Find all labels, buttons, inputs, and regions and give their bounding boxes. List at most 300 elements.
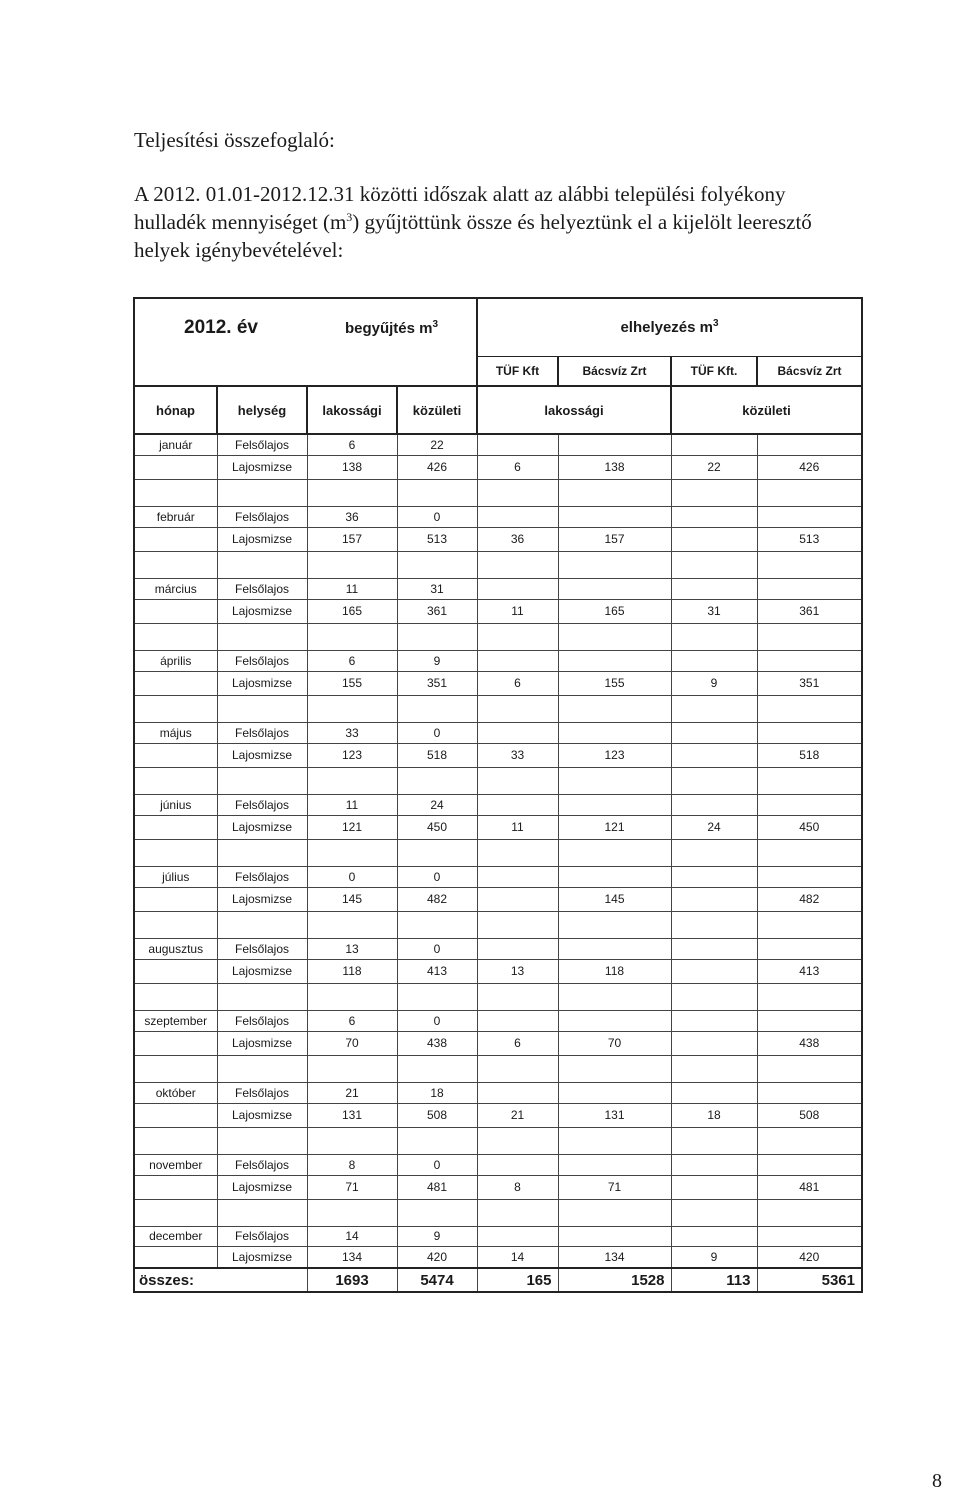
cell-tuf-residential	[477, 722, 558, 743]
cell-bacsviz-residential	[558, 1010, 671, 1031]
spacer-cell	[757, 983, 862, 1010]
month-cell-empty	[134, 815, 217, 839]
cell-residential: 11	[307, 794, 397, 815]
spacer-cell	[397, 623, 477, 650]
cell-public: 513	[397, 527, 477, 551]
cell-tuf-public	[671, 1010, 757, 1031]
cell-residential: 118	[307, 959, 397, 983]
spacer-cell	[477, 1055, 558, 1082]
spacer-cell	[671, 1127, 757, 1154]
company-tuf-2: TÜF Kft.	[671, 356, 757, 386]
cell-residential: 145	[307, 887, 397, 911]
spacer-cell	[477, 767, 558, 794]
month-name: június	[134, 794, 217, 815]
spacer-cell	[558, 1127, 671, 1154]
cell-tuf-public: 18	[671, 1103, 757, 1127]
spacer-cell	[134, 551, 217, 578]
cell-tuf-public	[671, 1154, 757, 1175]
company-bacsviz-1: Bácsvíz Zrt	[558, 356, 671, 386]
cell-bacsviz-public: 361	[757, 599, 862, 623]
cell-residential: 13	[307, 938, 397, 959]
cell-residential: 138	[307, 455, 397, 479]
spacer-cell	[671, 911, 757, 938]
place-name: Lajosmizse	[217, 1175, 307, 1199]
spacer-cell	[397, 695, 477, 722]
cell-public: 361	[397, 599, 477, 623]
place-name: Lajosmizse	[217, 1246, 307, 1268]
cell-tuf-residential	[477, 578, 558, 599]
place-name: Felsőlajos	[217, 1154, 307, 1175]
cell-residential: 21	[307, 1082, 397, 1103]
cell-bacsviz-residential: 138	[558, 455, 671, 479]
spacer-cell	[558, 695, 671, 722]
intro-text-2: ) gyűjtöttünk össze és helyeztünk el a kijelölt leeresztő helyek igénybevételével:	[134, 210, 812, 262]
spacer-cell	[217, 1127, 307, 1154]
month-cell-empty	[134, 671, 217, 695]
month-name: április	[134, 650, 217, 671]
cell-public: 18	[397, 1082, 477, 1103]
spacer-cell	[477, 1199, 558, 1226]
col-header-placement-residential: lakossági	[477, 386, 671, 434]
cell-bacsviz-public	[757, 434, 862, 455]
spacer-cell	[671, 767, 757, 794]
spacer-cell	[217, 911, 307, 938]
cell-bacsviz-public	[757, 1082, 862, 1103]
spacer-cell	[671, 839, 757, 866]
cell-tuf-residential	[477, 866, 558, 887]
cell-public: 0	[397, 1154, 477, 1175]
spacer-cell	[477, 839, 558, 866]
collection-header-text: begyűjtés m	[344, 319, 433, 337]
total-bacsviz-residential: 1528	[558, 1268, 671, 1292]
cell-tuf-residential: 14	[477, 1246, 558, 1268]
placement-header-text: elhelyezés m	[620, 319, 713, 337]
cell-bacsviz-residential: 121	[558, 815, 671, 839]
cell-public: 0	[397, 506, 477, 527]
place-name: Lajosmizse	[217, 671, 307, 695]
cell-tuf-public	[671, 722, 757, 743]
total-label: összes:	[134, 1268, 307, 1292]
spacer-cell	[558, 623, 671, 650]
spacer-cell	[671, 551, 757, 578]
cell-bacsviz-residential	[558, 722, 671, 743]
cell-tuf-public	[671, 1175, 757, 1199]
cell-public: 0	[397, 1010, 477, 1031]
cell-tuf-public	[671, 650, 757, 671]
spacer-cell	[671, 1199, 757, 1226]
spacer-cell	[217, 983, 307, 1010]
collection-table	[133, 297, 863, 1293]
spacer-cell	[757, 551, 862, 578]
cell-bacsviz-public	[757, 722, 862, 743]
collection-header	[307, 298, 477, 356]
spacer-cell	[558, 983, 671, 1010]
collection-header-sup: 3	[432, 318, 439, 330]
cell-public: 450	[397, 815, 477, 839]
cell-residential: 8	[307, 1154, 397, 1175]
spacer-cell	[477, 623, 558, 650]
cell-tuf-public	[671, 959, 757, 983]
place-name: Lajosmizse	[217, 887, 307, 911]
spacer-cell	[217, 1055, 307, 1082]
cell-tuf-residential: 11	[477, 815, 558, 839]
place-name: Felsőlajos	[217, 578, 307, 599]
cell-residential: 33	[307, 722, 397, 743]
cell-bacsviz-residential: 118	[558, 959, 671, 983]
cell-bacsviz-residential: 70	[558, 1031, 671, 1055]
col-header-place: helység	[217, 386, 307, 434]
place-name: Felsőlajos	[217, 650, 307, 671]
spacer-cell	[134, 479, 217, 506]
place-name: Lajosmizse	[217, 455, 307, 479]
spacer-cell	[397, 839, 477, 866]
spacer-cell	[217, 1199, 307, 1226]
cell-tuf-public: 24	[671, 815, 757, 839]
cell-bacsviz-residential	[558, 938, 671, 959]
cell-public: 9	[397, 650, 477, 671]
month-cell-empty	[134, 743, 217, 767]
place-name: Felsőlajos	[217, 866, 307, 887]
month-cell-empty	[134, 1031, 217, 1055]
year-header: 2012. év	[134, 298, 307, 356]
spacer-cell	[134, 839, 217, 866]
total-tuf-residential: 165	[477, 1268, 558, 1292]
total-public: 5474	[397, 1268, 477, 1292]
spacer-cell	[757, 911, 862, 938]
month-name: március	[134, 578, 217, 599]
spacer-cell	[671, 695, 757, 722]
place-name: Felsőlajos	[217, 1082, 307, 1103]
cell-bacsviz-public: 351	[757, 671, 862, 695]
cell-tuf-residential: 21	[477, 1103, 558, 1127]
cell-tuf-public	[671, 794, 757, 815]
spacer-cell	[558, 911, 671, 938]
spacer-cell	[307, 911, 397, 938]
cell-bacsviz-residential	[558, 650, 671, 671]
cell-residential: 6	[307, 1010, 397, 1031]
cell-bacsviz-public	[757, 506, 862, 527]
place-name: Lajosmizse	[217, 599, 307, 623]
spacer-cell	[217, 839, 307, 866]
cell-tuf-residential: 8	[477, 1175, 558, 1199]
place-name: Felsőlajos	[217, 938, 307, 959]
month-cell-empty	[134, 1175, 217, 1199]
spacer-cell	[397, 1127, 477, 1154]
cell-residential: 14	[307, 1226, 397, 1246]
cell-public: 9	[397, 1226, 477, 1246]
cell-bacsviz-public: 518	[757, 743, 862, 767]
cell-tuf-residential	[477, 434, 558, 455]
spacer-cell	[671, 983, 757, 1010]
cell-tuf-residential: 6	[477, 1031, 558, 1055]
spacer-cell	[757, 1127, 862, 1154]
cell-tuf-residential	[477, 1226, 558, 1246]
place-name: Felsőlajos	[217, 794, 307, 815]
cell-bacsviz-residential: 165	[558, 599, 671, 623]
spacer-cell	[671, 479, 757, 506]
place-name: Lajosmizse	[217, 1103, 307, 1127]
month-cell-empty	[134, 455, 217, 479]
cell-tuf-residential: 36	[477, 527, 558, 551]
cell-public: 22	[397, 434, 477, 455]
spacer-cell	[217, 479, 307, 506]
cell-public: 508	[397, 1103, 477, 1127]
spacer-cell	[134, 1055, 217, 1082]
spacer-cell	[307, 983, 397, 1010]
spacer-cell	[134, 1127, 217, 1154]
cell-tuf-public	[671, 434, 757, 455]
spacer-cell	[307, 1127, 397, 1154]
cell-residential: 131	[307, 1103, 397, 1127]
cell-bacsviz-public	[757, 1010, 862, 1031]
cell-tuf-public	[671, 578, 757, 599]
cell-tuf-residential	[477, 938, 558, 959]
cell-bacsviz-residential	[558, 1154, 671, 1175]
place-name: Lajosmizse	[217, 815, 307, 839]
cell-public: 438	[397, 1031, 477, 1055]
placement-header-sup: 3	[713, 318, 719, 330]
spacer-cell	[217, 695, 307, 722]
cell-bacsviz-public: 482	[757, 887, 862, 911]
cell-bacsviz-residential	[558, 866, 671, 887]
cell-tuf-public: 31	[671, 599, 757, 623]
cell-bacsviz-public: 420	[757, 1246, 862, 1268]
cell-residential: 6	[307, 650, 397, 671]
cell-bacsviz-public	[757, 866, 862, 887]
spacer-cell	[757, 1055, 862, 1082]
spacer-cell	[397, 983, 477, 1010]
spacer-cell	[558, 839, 671, 866]
cell-residential: 6	[307, 434, 397, 455]
cell-tuf-residential	[477, 794, 558, 815]
header-spacer-2	[307, 356, 477, 386]
cell-tuf-residential: 11	[477, 599, 558, 623]
cell-residential: 11	[307, 578, 397, 599]
cell-residential: 70	[307, 1031, 397, 1055]
cell-tuf-residential: 13	[477, 959, 558, 983]
month-name: augusztus	[134, 938, 217, 959]
intro-text-1: A 2012. 01.01-2012.12.31 közötti időszak alatt az alábbi települési folyékony hulladék mennyiséget (m	[134, 182, 786, 234]
cell-residential: 155	[307, 671, 397, 695]
month-name: július	[134, 866, 217, 887]
cell-bacsviz-public: 481	[757, 1175, 862, 1199]
total-residential: 1693	[307, 1268, 397, 1292]
cell-bacsviz-public	[757, 1226, 862, 1246]
place-name: Felsőlajos	[217, 1226, 307, 1246]
cell-tuf-public: 9	[671, 671, 757, 695]
spacer-cell	[397, 767, 477, 794]
cell-public: 420	[397, 1246, 477, 1268]
spacer-cell	[134, 767, 217, 794]
cell-residential: 36	[307, 506, 397, 527]
cell-tuf-residential: 33	[477, 743, 558, 767]
cell-bacsviz-public	[757, 794, 862, 815]
spacer-cell	[134, 983, 217, 1010]
cell-bacsviz-public: 508	[757, 1103, 862, 1127]
spacer-cell	[307, 1055, 397, 1082]
total-tuf-public: 113	[671, 1268, 757, 1292]
cell-bacsviz-residential: 134	[558, 1246, 671, 1268]
month-cell-empty	[134, 1103, 217, 1127]
month-cell-empty	[134, 1246, 217, 1268]
cell-bacsviz-public: 413	[757, 959, 862, 983]
spacer-cell	[757, 1199, 862, 1226]
cell-tuf-public	[671, 1031, 757, 1055]
cell-bacsviz-residential: 131	[558, 1103, 671, 1127]
spacer-cell	[477, 479, 558, 506]
company-tuf-1: TÜF Kft	[477, 356, 558, 386]
spacer-cell	[397, 911, 477, 938]
month-name: február	[134, 506, 217, 527]
cell-bacsviz-residential: 155	[558, 671, 671, 695]
cell-tuf-public: 22	[671, 455, 757, 479]
cell-bacsviz-residential	[558, 1082, 671, 1103]
cell-bacsviz-public	[757, 1154, 862, 1175]
intro-paragraph	[134, 180, 854, 264]
spacer-cell	[397, 1199, 477, 1226]
col-header-month: hónap	[134, 386, 217, 434]
month-name: december	[134, 1226, 217, 1246]
cell-residential: 134	[307, 1246, 397, 1268]
cell-residential: 0	[307, 866, 397, 887]
spacer-cell	[558, 767, 671, 794]
spacer-cell	[757, 479, 862, 506]
cell-public: 0	[397, 722, 477, 743]
spacer-cell	[217, 767, 307, 794]
col-header-placement-public: közületi	[671, 386, 862, 434]
cell-residential: 121	[307, 815, 397, 839]
place-name: Lajosmizse	[217, 959, 307, 983]
place-name: Lajosmizse	[217, 527, 307, 551]
place-name: Felsőlajos	[217, 722, 307, 743]
cell-bacsviz-public: 450	[757, 815, 862, 839]
cell-bacsviz-residential	[558, 434, 671, 455]
cell-tuf-residential: 6	[477, 455, 558, 479]
cell-public: 481	[397, 1175, 477, 1199]
intro-superscript: 3	[346, 210, 353, 224]
cell-residential: 71	[307, 1175, 397, 1199]
document-heading: Teljesítési összefoglaló:	[134, 128, 335, 152]
cell-public: 31	[397, 578, 477, 599]
spacer-cell	[477, 911, 558, 938]
page-number: 8	[932, 1470, 942, 1492]
cell-residential: 123	[307, 743, 397, 767]
cell-public: 0	[397, 938, 477, 959]
cell-tuf-public	[671, 1082, 757, 1103]
spacer-cell	[307, 623, 397, 650]
cell-public: 482	[397, 887, 477, 911]
cell-bacsviz-residential	[558, 1226, 671, 1246]
spacer-cell	[307, 479, 397, 506]
spacer-cell	[307, 695, 397, 722]
cell-bacsviz-residential: 123	[558, 743, 671, 767]
header-spacer	[134, 356, 307, 386]
spacer-cell	[757, 839, 862, 866]
spacer-cell	[217, 623, 307, 650]
spacer-cell	[558, 1199, 671, 1226]
spacer-cell	[558, 479, 671, 506]
spacer-cell	[397, 551, 477, 578]
cell-tuf-public	[671, 938, 757, 959]
month-name: október	[134, 1082, 217, 1103]
month-name: május	[134, 722, 217, 743]
cell-public: 0	[397, 866, 477, 887]
spacer-cell	[757, 623, 862, 650]
cell-public: 24	[397, 794, 477, 815]
spacer-cell	[397, 479, 477, 506]
spacer-cell	[134, 911, 217, 938]
cell-bacsviz-public	[757, 650, 862, 671]
spacer-cell	[757, 695, 862, 722]
spacer-cell	[671, 1055, 757, 1082]
cell-public: 426	[397, 455, 477, 479]
month-name: szeptember	[134, 1010, 217, 1031]
spacer-cell	[397, 1055, 477, 1082]
month-cell-empty	[134, 887, 217, 911]
cell-bacsviz-residential: 71	[558, 1175, 671, 1199]
month-cell-empty	[134, 599, 217, 623]
spacer-cell	[307, 839, 397, 866]
spacer-cell	[477, 695, 558, 722]
spacer-cell	[307, 551, 397, 578]
cell-bacsviz-public	[757, 938, 862, 959]
cell-tuf-residential	[477, 1154, 558, 1175]
cell-tuf-residential	[477, 887, 558, 911]
cell-tuf-public	[671, 887, 757, 911]
month-name: november	[134, 1154, 217, 1175]
spacer-cell	[134, 695, 217, 722]
cell-tuf-public	[671, 506, 757, 527]
cell-tuf-public	[671, 743, 757, 767]
spacer-cell	[477, 1127, 558, 1154]
cell-bacsviz-public: 513	[757, 527, 862, 551]
spacer-cell	[671, 623, 757, 650]
spacer-cell	[134, 1199, 217, 1226]
place-name: Lajosmizse	[217, 743, 307, 767]
spacer-cell	[757, 767, 862, 794]
month-cell-empty	[134, 527, 217, 551]
spacer-cell	[558, 1055, 671, 1082]
cell-public: 351	[397, 671, 477, 695]
cell-bacsviz-public: 426	[757, 455, 862, 479]
cell-bacsviz-residential: 145	[558, 887, 671, 911]
spacer-cell	[307, 767, 397, 794]
col-header-public: közületi	[397, 386, 477, 434]
total-bacsviz-public: 5361	[757, 1268, 862, 1292]
cell-tuf-public	[671, 1226, 757, 1246]
spacer-cell	[477, 551, 558, 578]
cell-bacsviz-public	[757, 578, 862, 599]
cell-public: 413	[397, 959, 477, 983]
cell-tuf-public	[671, 866, 757, 887]
cell-tuf-public: 9	[671, 1246, 757, 1268]
spacer-cell	[558, 551, 671, 578]
month-cell-empty	[134, 959, 217, 983]
cell-bacsviz-public: 438	[757, 1031, 862, 1055]
cell-bacsviz-residential	[558, 506, 671, 527]
place-name: Felsőlajos	[217, 506, 307, 527]
cell-tuf-residential	[477, 1010, 558, 1031]
spacer-cell	[307, 1199, 397, 1226]
cell-tuf-residential	[477, 650, 558, 671]
cell-tuf-residential	[477, 1082, 558, 1103]
cell-bacsviz-residential	[558, 578, 671, 599]
spacer-cell	[134, 623, 217, 650]
spacer-cell	[217, 551, 307, 578]
cell-bacsviz-residential: 157	[558, 527, 671, 551]
cell-residential: 165	[307, 599, 397, 623]
place-name: Lajosmizse	[217, 1031, 307, 1055]
